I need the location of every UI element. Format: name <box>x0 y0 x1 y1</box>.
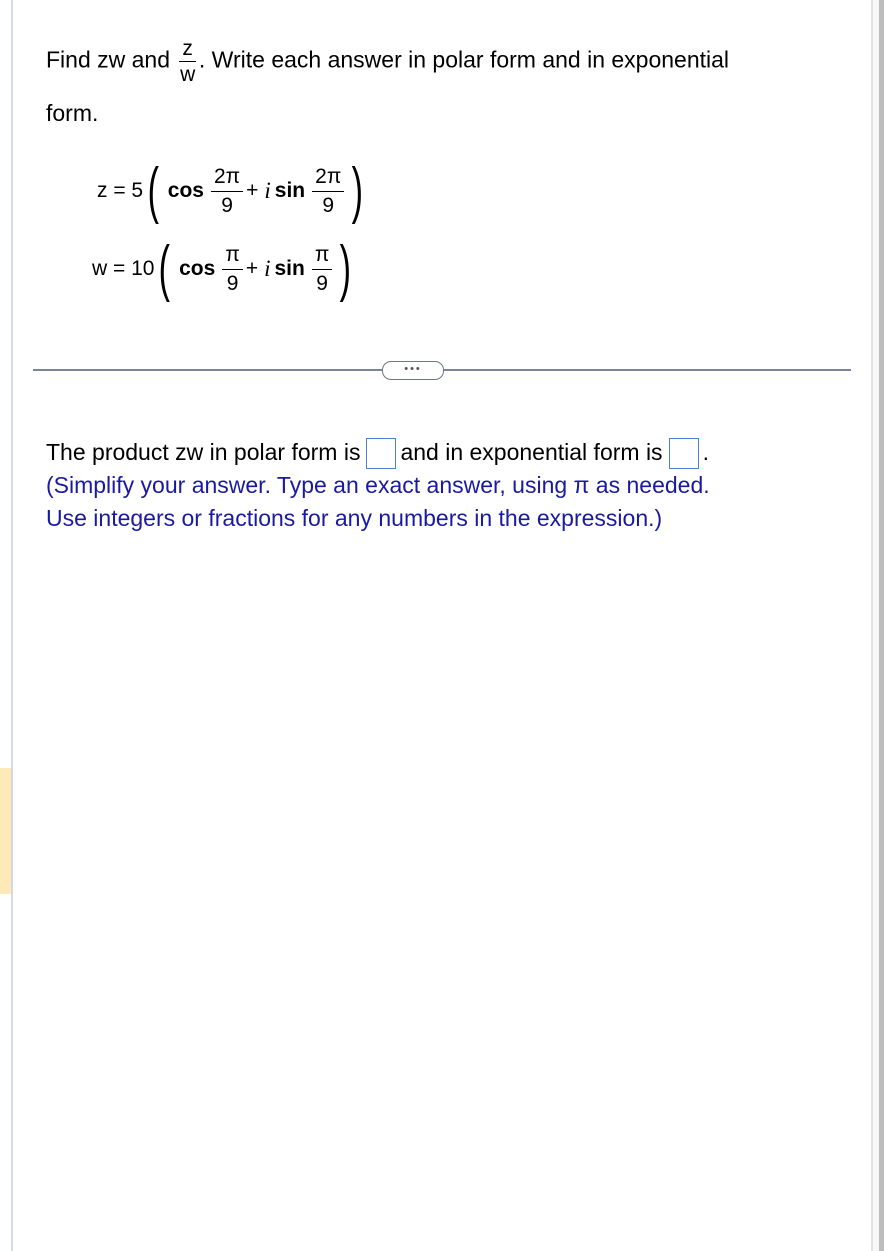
side-highlight <box>0 768 11 894</box>
polar-answer-input[interactable] <box>366 438 396 469</box>
frac-den: w <box>180 63 196 86</box>
den: 9 <box>322 193 335 217</box>
question-suffix: . Write each answer in polar form and in exponential <box>198 46 730 73</box>
w-equation <box>92 234 356 303</box>
question-prefix: Find zw and <box>46 46 171 73</box>
exponential-answer-input[interactable] <box>669 438 699 469</box>
z-lhs: z = 5 <box>97 179 144 202</box>
left-paren: ( <box>159 234 171 303</box>
hint-line-2: Use integers or fractions for any numbers in the expression.) <box>46 505 663 532</box>
fraction <box>312 165 344 218</box>
answer-section <box>46 436 710 535</box>
num: 2π <box>312 165 344 192</box>
z-over-w-fraction <box>179 38 196 85</box>
z-equation <box>97 156 368 225</box>
num: 2π <box>211 165 243 192</box>
scrollbar-thumb[interactable] <box>879 0 884 1251</box>
cos: cos <box>167 179 204 202</box>
left-paren: ( <box>147 156 160 225</box>
right-paren: ) <box>351 156 364 225</box>
plus: + <box>245 257 259 280</box>
sin: sin <box>274 257 305 280</box>
den: 9 <box>221 193 233 217</box>
more-button[interactable]: ••• <box>382 361 444 380</box>
num: π <box>222 243 243 270</box>
fraction <box>222 243 243 296</box>
answer-text-1: The product zw in polar form is <box>46 439 361 465</box>
plus: + <box>246 179 259 202</box>
sin: sin <box>274 179 306 202</box>
left-border <box>11 0 13 1251</box>
answer-end: . <box>702 439 709 465</box>
question-text <box>46 38 729 85</box>
imag-unit: i <box>264 178 271 203</box>
w-lhs: w = 10 <box>92 257 155 280</box>
den: 9 <box>316 271 328 295</box>
num: π <box>312 243 333 270</box>
right-paren: ) <box>339 234 352 303</box>
fraction <box>211 165 243 218</box>
fraction <box>312 243 333 296</box>
cos: cos <box>179 257 216 280</box>
imag-unit: i <box>264 256 271 281</box>
den: 9 <box>226 271 239 295</box>
frac-num: z <box>179 38 196 62</box>
question-line2: form. <box>46 100 99 126</box>
answer-text-2: and in exponential form is <box>400 439 663 465</box>
hint-line-1: (Simplify your answer. Type an exact answer, using π as needed. <box>46 472 710 499</box>
